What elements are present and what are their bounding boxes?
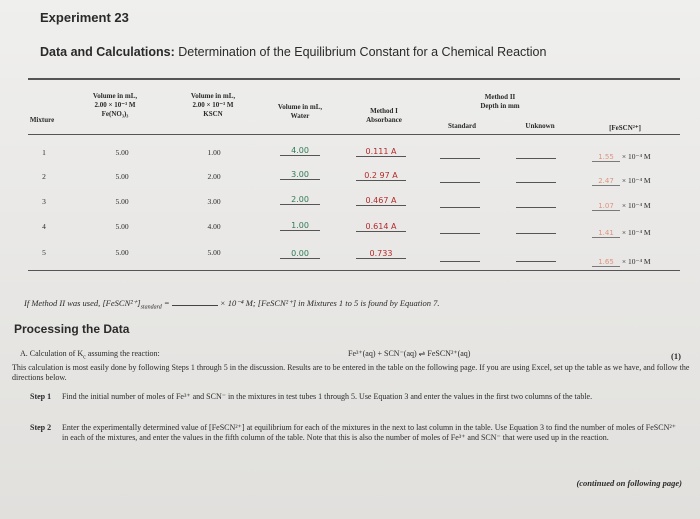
row-fescn: 1.55 × 10⁻⁴ M bbox=[592, 152, 651, 162]
row-water-volume: 4.00 bbox=[280, 146, 320, 156]
row-absorbance: 0.733 bbox=[356, 249, 406, 259]
step1-text: Find the initial number of moles of Fe³⁺ and SCN⁻ in the mixtures in test tubes 1 through 5. Use Equation 3 and enter the values in the first two columns of the table. bbox=[62, 392, 593, 401]
row-standard-blank bbox=[440, 158, 480, 159]
row-mixture: 2 bbox=[42, 172, 46, 181]
row-kscn-volume: 1.00 bbox=[207, 148, 221, 157]
row-absorbance: 0.2 97 A bbox=[356, 171, 406, 181]
row-standard-blank bbox=[440, 261, 480, 262]
intro-paragraph: This calculation is most easily done by following Steps 1 through 5 in the discussion. Results are to be entered in the table on the following page. If you are using Excel, set up the table as we have, and follow the directions below. bbox=[12, 363, 690, 382]
row-unknown-blank bbox=[516, 233, 556, 234]
header-bottom-rule bbox=[28, 134, 680, 135]
row-unknown-blank bbox=[516, 158, 556, 159]
row-unknown-blank bbox=[516, 182, 556, 183]
row-unknown-blank bbox=[516, 261, 556, 262]
row-fe-volume: 5.00 bbox=[115, 148, 129, 157]
row-fescn: 1.07 × 10⁻⁴ M bbox=[592, 201, 651, 211]
experiment-title: Experiment 23 bbox=[40, 10, 129, 25]
header-unknown: Unknown bbox=[525, 122, 555, 130]
table-top-rule bbox=[28, 78, 680, 80]
row-fe-volume: 5.00 bbox=[115, 248, 129, 257]
row-fe-volume: 5.00 bbox=[115, 222, 129, 231]
standard-concentration-blank bbox=[172, 305, 218, 306]
section-title-bold: Data and Calculations: bbox=[40, 45, 175, 59]
header-method1: Method I Absorbance bbox=[366, 107, 402, 124]
row-fescn: 1.41 × 10⁻⁴ M bbox=[592, 228, 651, 238]
row-standard-blank bbox=[440, 207, 480, 208]
row-standard-blank bbox=[440, 233, 480, 234]
row-water-volume: 1.00 bbox=[280, 221, 320, 231]
header-mixture: Mixture bbox=[29, 116, 55, 124]
header-water-volume: Volume in mL, Water bbox=[277, 103, 323, 120]
row-absorbance: 0.111 A bbox=[356, 147, 406, 157]
header-standard: Standard bbox=[447, 122, 476, 130]
row-kscn-volume: 2.00 bbox=[207, 172, 221, 181]
processing-title: Processing the Data bbox=[14, 322, 130, 336]
section-title bbox=[40, 45, 546, 59]
row-absorbance: 0.614 A bbox=[356, 222, 406, 232]
step2-text: Enter the experimentally determined value of [FeSCN²⁺] at equilibrium for each of the mixtures in the next to last column in the table. Use Equation 3 to find the number of moles of FeSCN²⁺ in each of the mixtures, and enter the values in the fifth column of the table. Note that this is also the number of moles of Fe³⁺ and SCN⁻ that were used up in the reaction. bbox=[62, 423, 676, 442]
header-fescn: [FeSCN²⁺] bbox=[609, 124, 641, 132]
row-mixture: 1 bbox=[42, 148, 46, 157]
row-kscn-volume: 5.00 bbox=[207, 248, 221, 257]
reaction-equation: Fe³⁺(aq) + SCN⁻(aq) ⇌ FeSCN²⁺(aq) bbox=[348, 349, 471, 358]
step1-label: Step 1 bbox=[30, 392, 52, 401]
row-kscn-volume: 4.00 bbox=[207, 222, 221, 231]
row-water-volume: 2.00 bbox=[280, 195, 320, 205]
row-mixture: 5 bbox=[42, 248, 46, 257]
row-fescn: 1.65 × 10⁻⁴ M bbox=[592, 257, 651, 267]
row-water-volume: 3.00 bbox=[280, 170, 320, 180]
row-water-volume: 0.00 bbox=[280, 249, 320, 259]
row-standard-blank bbox=[440, 182, 480, 183]
section-title-rest: Determination of the Equilibrium Constant for a Chemical Reaction bbox=[174, 45, 547, 59]
row-fe-volume: 5.00 bbox=[115, 197, 129, 206]
header-method2: Method II Depth in mm bbox=[480, 93, 520, 110]
row-fe-volume: 5.00 bbox=[115, 172, 129, 181]
row-mixture: 4 bbox=[42, 222, 46, 231]
row-absorbance: 0.467 A bbox=[356, 196, 406, 206]
row-unknown-blank bbox=[516, 207, 556, 208]
header-fe-volume: Volume in mL, 2.00 × 10⁻³ M Fe(NO₃)₃ bbox=[92, 92, 138, 118]
row-mixture: 3 bbox=[42, 197, 46, 206]
continued-note: (continued on following page) bbox=[576, 478, 682, 488]
step2-label: Step 2 bbox=[30, 423, 52, 432]
table-bottom-rule bbox=[28, 270, 680, 271]
row-fescn: 2.47 × 10⁻⁴ M bbox=[592, 176, 651, 186]
equation-number: (1) bbox=[671, 351, 681, 361]
row-kscn-volume: 3.00 bbox=[207, 197, 221, 206]
header-kscn-volume: Volume in mL, 2.00 × 10⁻³ M KSCN bbox=[190, 92, 236, 118]
method2-note: If Method II was used, $[FeSCN^{2+}]_{standard}$ = × 10⁻⁴ M; [FeSCN²⁺] in Mixtures 1 to 5 is found by Equation 7. bbox=[24, 298, 440, 311]
part-a-label: A. Calculation of $K_c$ assuming the reaction: bbox=[20, 349, 160, 361]
